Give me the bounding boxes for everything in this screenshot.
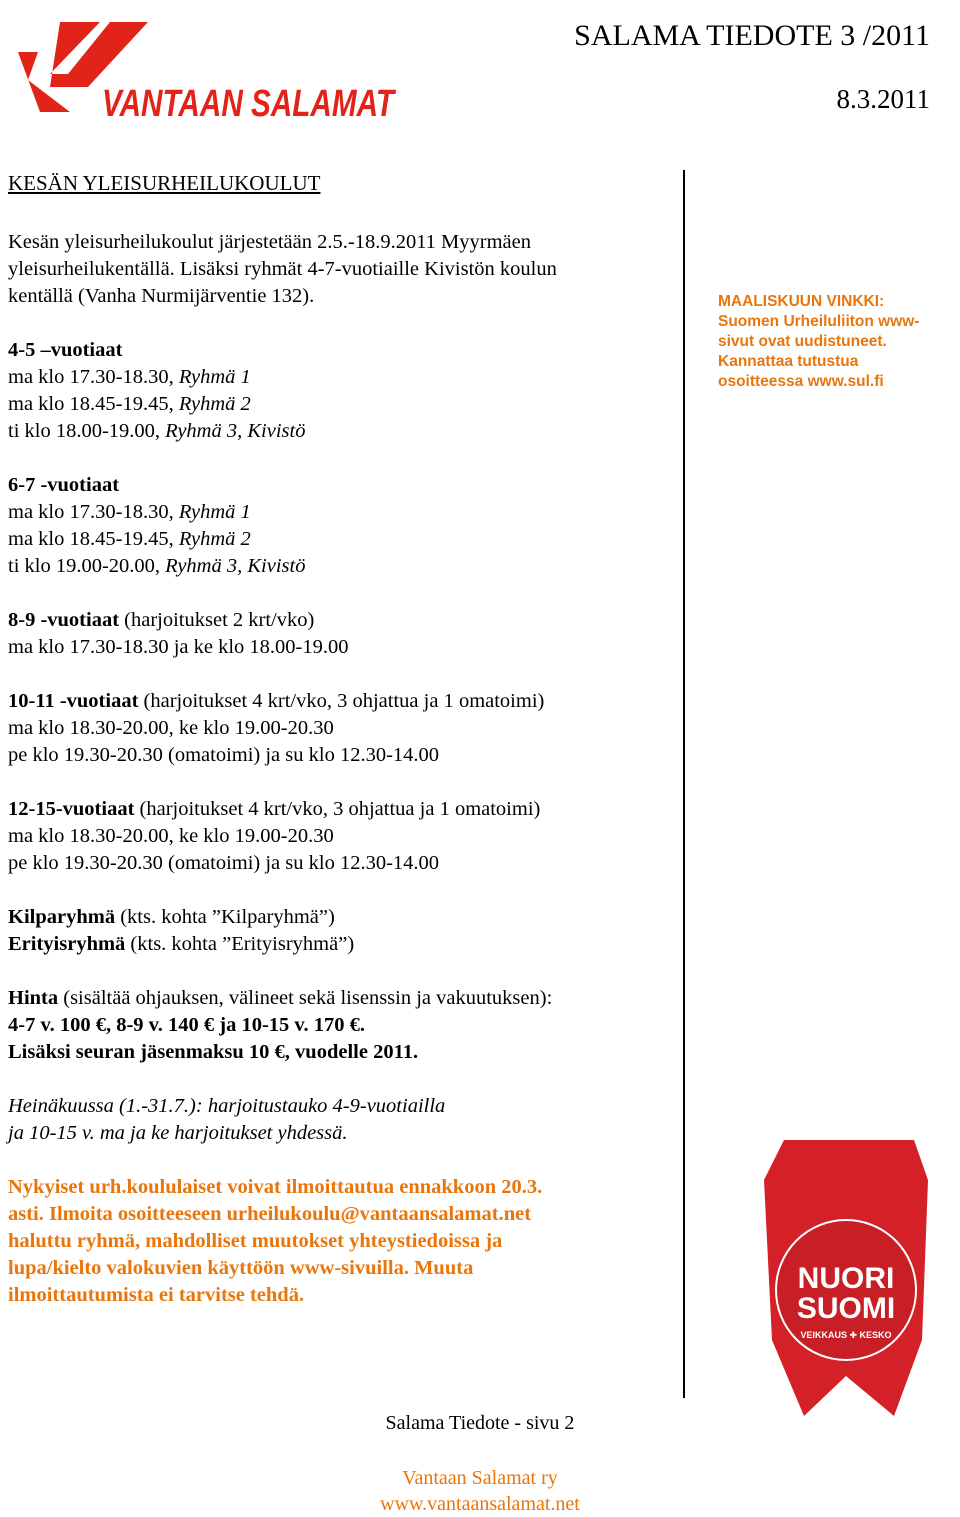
sidebar-tip-heading: MAALISKUUN VINKKI: — [718, 293, 885, 310]
sidebar-tip-line: Kannattaa tutustua — [718, 353, 859, 370]
group-title-4-5: 4-5 –vuotiaat — [8, 339, 123, 361]
sidebar-tip-line: Suomen Urheiluliiton www- — [718, 313, 920, 330]
group-title-12-15: 12-15-vuotiaat (harjoitukset 4 krt/vko, 3 ohjattua ja 1 omatoimi) — [8, 798, 541, 820]
badge-text-nuori: NUORI — [797, 1262, 895, 1295]
schedule-line: pe klo 19.30-20.30 (omatoimi) ja su klo 12.30-14.00 — [8, 744, 440, 766]
july-break-line: ja 10-15 v. ma ja ke harjoitukset yhdessä. — [8, 1122, 348, 1144]
schedule-line: ma klo 18.30-20.00, ke klo 19.00-20.30 — [8, 717, 334, 739]
vantaan-salamat-logo — [10, 12, 400, 125]
signup-line: ilmoittautumista ei tarvitse tehdä. — [8, 1284, 305, 1306]
price-line: 4-7 v. 100 €, 8-9 v. 140 € ja 10-15 v. 170 €. — [8, 1014, 366, 1036]
signup-line: haluttu ryhmä, mahdolliset muutokset yhteystiedoissa ja — [8, 1230, 503, 1252]
sidebar-tip — [718, 292, 958, 392]
logo-text: VANTAAN SALAMAT — [102, 83, 397, 125]
intro-line: Kesän yleisurheilukoulut järjestetään 2.5.-18.9.2011 Myyrmäen — [8, 231, 532, 253]
schedule-line: ma klo 18.45-19.45, Ryhmä 2 — [8, 393, 251, 415]
schedule-line: pe klo 19.30-20.30 (omatoimi) ja su klo 12.30-14.00 — [8, 852, 440, 874]
column-divider — [683, 170, 685, 1398]
intro-line: yleisurheilukentällä. Lisäksi ryhmät 4-7-vuotiaille Kivistön koulun — [8, 258, 557, 280]
membership-fee-line: Lisäksi seuran jäsenmaksu 10 €, vuodelle 2011. — [8, 1041, 419, 1063]
badge-text-suomi: SUOMI — [796, 1292, 896, 1325]
section-title: KESÄN YLEISURHEILUKOULUT — [8, 171, 321, 195]
footer-website[interactable]: www.vantaansalamat.net — [380, 1493, 580, 1515]
footer-org-name: Vantaan Salamat ry — [402, 1467, 558, 1489]
schedule-line: ma klo 17.30-18.30, Ryhmä 1 — [8, 366, 251, 388]
page-number: Salama Tiedote - sivu 2 — [385, 1412, 575, 1434]
erityisryhma-line: Erityisryhmä (kts. kohta ”Erityisryhmä”) — [8, 933, 355, 955]
sidebar-tip-line: osoitteessa www.sul.fi — [718, 373, 884, 390]
schedule-line: ma klo 17.30-18.30, Ryhmä 1 — [8, 501, 251, 523]
schedule-line: ti klo 19.00-20.00, Ryhmä 3, Kivistö — [8, 555, 306, 577]
schedule-line: ma klo 18.45-19.45, Ryhmä 2 — [8, 528, 251, 550]
nuori-suomi-badge — [764, 1140, 928, 1416]
schedule-line: ti klo 18.00-19.00, Ryhmä 3, Kivistö — [8, 420, 306, 442]
logo-swoosh-s — [50, 22, 148, 87]
signup-line: Nykyiset urh.koululaiset voivat ilmoittautua ennakkoon 20.3. — [8, 1176, 543, 1198]
main-column — [8, 170, 678, 1309]
group-title-10-11: 10-11 -vuotiaat (harjoitukset 4 krt/vko, 3 ohjattua ja 1 omatoimi) — [8, 690, 545, 712]
intro-line: kentällä (Vanha Nurmijärventie 132). — [8, 285, 315, 307]
group-title-8-9: 8-9 -vuotiaat (harjoitukset 2 krt/vko) — [8, 609, 315, 631]
price-heading: Hinta (sisältää ohjauksen, välineet sekä lisenssin ja vakuutuksen): — [8, 987, 553, 1009]
sidebar-tip-line: sivut ovat uudistuneet. — [718, 333, 887, 350]
july-break-line: Heinäkuussa (1.-31.7.): harjoitustauko 4-9-vuotiailla — [8, 1095, 446, 1117]
group-title-6-7: 6-7 -vuotiaat — [8, 474, 120, 496]
signup-line: lupa/kielto valokuvien käyttöön www-sivuilla. Muuta — [8, 1257, 474, 1279]
kilparyhma-line: Kilparyhmä (kts. kohta ”Kilparyhmä”) — [8, 906, 335, 928]
badge-text-sponsors: VEIKKAUS ✚ KESKO — [800, 1330, 892, 1340]
newsletter-title: SALAMA TIEDOTE 3 /2011 — [574, 19, 930, 52]
signup-line: asti. Ilmoita osoitteeseen urheilukoulu@vantaansalamat.net — [8, 1203, 532, 1225]
newsletter-date: 8.3.2011 — [836, 84, 930, 114]
schedule-line: ma klo 17.30-18.30 ja ke klo 18.00-19.00 — [8, 636, 349, 658]
schedule-line: ma klo 18.30-20.00, ke klo 19.00-20.30 — [8, 825, 334, 847]
